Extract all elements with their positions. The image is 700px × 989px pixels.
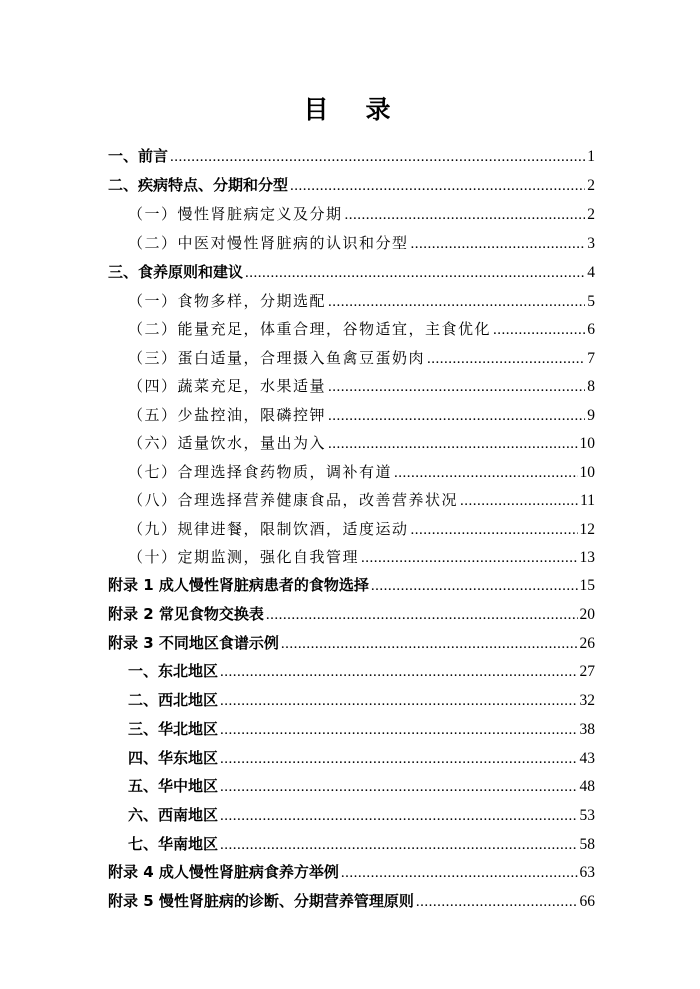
toc-entry-label: （四）蔬菜充足，水果适量 — [128, 377, 327, 395]
toc-entry-page: 5 — [587, 293, 595, 310]
toc-entry-page: 12 — [579, 521, 595, 538]
toc-entry[interactable] — [128, 658, 595, 684]
toc-leader-dots — [328, 374, 585, 400]
toc-entry-page: 32 — [579, 692, 595, 709]
toc-leader-dots — [281, 631, 578, 657]
toc-entry-label: （五）少盐控油，限磷控钾 — [128, 406, 327, 424]
toc-entry-label: （六）适量饮水，量出为入 — [128, 434, 327, 452]
toc-entry-label: （二）中医对慢性肾脏病的认识和分型 — [128, 234, 409, 252]
toc-entry-label: 三、华北地区 — [128, 720, 219, 738]
toc-entry-page: 8 — [587, 378, 595, 395]
toc-entry[interactable] — [128, 773, 595, 799]
toc-leader-dots — [220, 832, 577, 858]
toc-entry-page: 20 — [579, 606, 595, 623]
toc-entry[interactable] — [108, 572, 595, 598]
toc-entry-label: 二、疾病特点、分期和分型 — [108, 176, 289, 194]
toc-entry[interactable] — [128, 430, 595, 456]
toc-entry[interactable] — [128, 716, 595, 742]
toc-entry-page: 26 — [579, 635, 595, 652]
toc-leader-dots — [345, 202, 586, 228]
toc-leader-dots — [220, 803, 577, 829]
toc-entry[interactable] — [128, 516, 595, 542]
toc-entry-page: 11 — [580, 492, 595, 509]
toc-title: 目 录 — [303, 95, 397, 124]
toc-entry-label: （七）合理选择食药物质，调补有道 — [128, 463, 393, 481]
toc-entry-page: 13 — [579, 549, 595, 566]
toc-leader-dots — [220, 688, 577, 714]
toc-entry-label: （一）慢性肾脏病定义及分期 — [128, 205, 343, 223]
toc-entry[interactable] — [108, 630, 595, 656]
toc-entry-page: 66 — [579, 893, 595, 910]
toc-entry-page: 1 — [587, 148, 595, 165]
toc-leader-dots — [266, 602, 578, 628]
toc-entry[interactable] — [108, 172, 595, 198]
toc-entry-page: 3 — [587, 235, 595, 252]
toc-entry-page: 38 — [579, 721, 595, 738]
toc-leader-dots — [427, 346, 585, 372]
toc-entry[interactable] — [128, 802, 595, 828]
toc-entry-page: 15 — [579, 577, 595, 594]
toc-entry[interactable] — [128, 201, 595, 227]
toc-entry[interactable] — [128, 316, 595, 342]
toc-leader-dots — [460, 488, 578, 514]
toc-entry-page: 53 — [579, 807, 595, 824]
toc-entry[interactable] — [128, 373, 595, 399]
toc-entry[interactable] — [108, 601, 595, 627]
toc-leader-dots — [416, 889, 578, 915]
toc-entry-page: 10 — [579, 435, 595, 452]
toc-entry-page: 2 — [587, 177, 595, 194]
toc-leader-dots — [361, 545, 577, 571]
toc-entry-label: 附录 3 不同地区食谱示例 — [108, 634, 279, 652]
toc-leader-dots — [290, 173, 585, 199]
toc-entry-page: 10 — [579, 464, 595, 481]
toc-leader-dots — [328, 431, 577, 457]
toc-entry-label: 一、东北地区 — [128, 662, 219, 680]
toc-entry-label: （八）合理选择营养健康食品，改善营养状况 — [128, 491, 459, 509]
toc-entry-label: 一、前言 — [108, 147, 169, 165]
toc-entry-page: 58 — [579, 836, 595, 853]
toc-entry-page: 7 — [587, 350, 595, 367]
toc-entry[interactable] — [128, 459, 595, 485]
toc-entry[interactable] — [128, 487, 595, 513]
toc-leader-dots — [220, 746, 577, 772]
toc-entry-page: 43 — [579, 750, 595, 767]
toc-entry[interactable] — [108, 859, 595, 885]
toc-entry[interactable] — [108, 259, 595, 285]
toc-entry-label: 二、西北地区 — [128, 691, 219, 709]
toc-leader-dots — [394, 460, 577, 486]
toc-leader-dots — [220, 717, 577, 743]
toc-entry[interactable] — [108, 143, 595, 169]
toc-leader-dots — [170, 144, 585, 170]
toc-entry-label: 五、华中地区 — [128, 777, 219, 795]
toc-entry-label: （二）能量充足，体重合理，谷物适宜，主食优化 — [128, 320, 492, 338]
toc-leader-dots — [411, 231, 586, 257]
toc-entry-label: 附录 4 成人慢性肾脏病食养方举例 — [108, 863, 339, 881]
toc-leader-dots — [245, 260, 585, 286]
toc-entry-label: （十）定期监测，强化自我管理 — [128, 548, 360, 566]
toc-leader-dots — [328, 403, 585, 429]
toc-entry-page: 9 — [587, 407, 595, 424]
toc-entry-label: 附录 1 成人慢性肾脏病患者的食物选择 — [108, 576, 369, 594]
toc-leader-dots — [493, 317, 585, 343]
toc-leader-dots — [328, 289, 585, 315]
toc-entry[interactable] — [128, 230, 595, 256]
toc-entry-page: 63 — [579, 864, 595, 881]
toc-entry[interactable] — [128, 831, 595, 857]
toc-entry-label: （三）蛋白适量，合理摄入鱼禽豆蛋奶肉 — [128, 349, 426, 367]
toc-entry-label: 六、西南地区 — [128, 806, 219, 824]
toc-leader-dots — [220, 774, 577, 800]
toc-entry[interactable] — [128, 687, 595, 713]
toc-entry[interactable] — [128, 288, 595, 314]
toc-entry-page: 4 — [587, 264, 595, 281]
toc-entry-label: 七、华南地区 — [128, 835, 219, 853]
toc-leader-dots — [411, 517, 578, 543]
toc-entry[interactable] — [128, 402, 595, 428]
toc-entry-page: 48 — [579, 778, 595, 795]
toc-entry-label: （九）规律进餐，限制饮酒，适度运动 — [128, 520, 409, 538]
toc-entry-label: 三、食养原则和建议 — [108, 263, 244, 281]
toc-entry-label: （一）食物多样，分期选配 — [128, 292, 327, 310]
toc-entry[interactable] — [128, 745, 595, 771]
toc-entry-page: 2 — [587, 206, 595, 223]
toc-leader-dots — [371, 573, 578, 599]
toc-entry[interactable] — [128, 345, 595, 371]
toc-entry[interactable] — [128, 544, 595, 570]
toc-entry-label: 附录 2 常见食物交换表 — [108, 605, 264, 623]
toc-leader-dots — [220, 659, 577, 685]
toc-leader-dots — [341, 860, 578, 886]
toc-entry-label: 四、华东地区 — [128, 749, 219, 767]
toc-entry-page: 27 — [579, 663, 595, 680]
toc-entry-page: 6 — [587, 321, 595, 338]
toc-entry-label: 附录 5 慢性肾脏病的诊断、分期营养管理原则 — [108, 892, 414, 910]
toc-entry[interactable] — [108, 888, 595, 914]
